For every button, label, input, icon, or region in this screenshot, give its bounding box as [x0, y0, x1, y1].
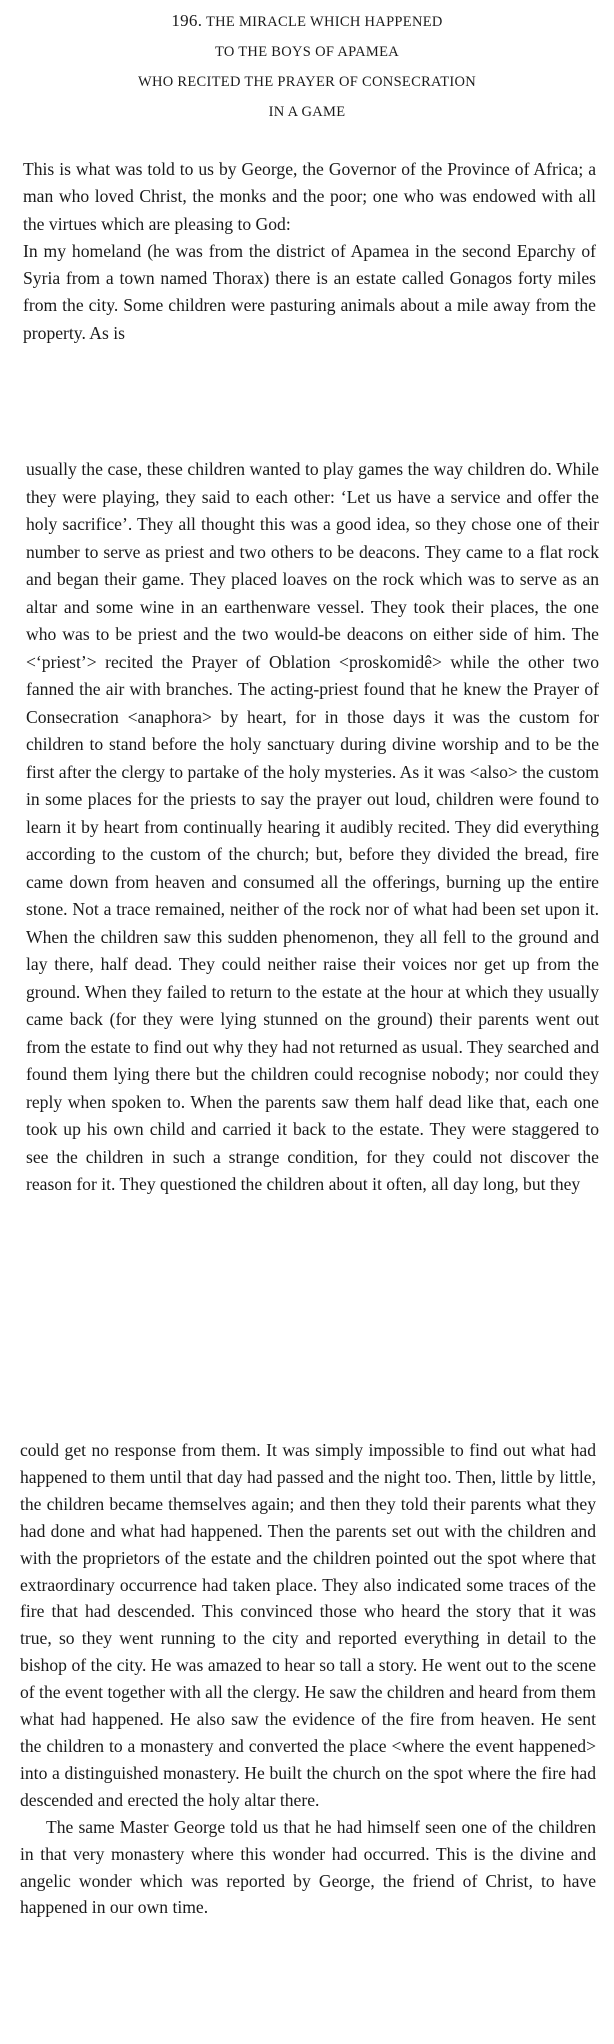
- paragraph-conclusion: The same Master George told us that he had himself seen one of the children in that very monastery where this wonder had occurred. This is the divine and angelic wonder which was reported by George, the friend of Christ, to have happened in our own time.: [20, 1816, 596, 1918]
- heading-line-1: [0, 6, 614, 37]
- heading-line-2: TO THE BOYS OF APAMEA: [214, 44, 400, 60]
- paragraph-intro: This is what was told to us by George, the Governor of the Province of Africa; a man who loved Christ, the monks and the poor; one who was endowed with all the virtues which are pleasing to God:: [23, 159, 596, 234]
- chapter-heading: [0, 6, 614, 127]
- paragraph-game: usually the case, these children wanted to play games the way children do. While they were playing, they said to each other: ‘Let us have a service and offer the holy sacrifice’. They all thought this was a good idea, so they chose one of their number to serve as priest and two others to be deacons. They came to a flat rock and began their game. They placed loaves on the rock which was to serve as an altar and some wine in an earthenware vessel. They took their places, the one who was to be priest and the two would-be deacons on either side of him. The <‘priest’> recited the Prayer of Oblation <proskomidê> while the other two fanned the air with branches. The acting-priest found that he knew the Prayer of Consecration <anaphora> by heart, for in those days it was the custom for children to stand before the holy sanctuary during divine worship and to be the first after the clergy to partake of the holy mysteries. As it was <also> the custom in some places for the priests to say the prayer out loud, children were found to learn it by heart from continually hearing it audibly recited. They did everything according to the custom of the church; but, before they divided the bread, fire came down from heaven and consumed all the offerings, burning up the entire stone. Not a trace remained, neither of the rock nor of what had been set upon it. When the children saw this sudden phenomenon, they all fell to the ground and lay there, half dead. They could neither raise their voices nor get up from the ground. When they failed to return to the estate at the hour at which they usually came back (for they were lying stunned on the ground) their parents went out from the estate to find out why they had not returned as usual. They searched and found them lying there but the children could recognise nobody; nor could they reply when spoken to. When the parents saw them half dead like that, each one took up his own child and carried it back to the estate. They were staggered to see the children in such a strange condition, for they could not discover the reason for it. They questioned the children about it often, all day long, but they: [26, 459, 599, 1194]
- text-block-2: [26, 456, 599, 1199]
- paragraph-aftermath: could get no response from them. It was simply impossible to find out what had happened to them until that day had passed and the night too. Then, little by little, the children became themselves again; and then they told their parents what they had done and what had happened. Then the parents set out with the children and with the proprietors of the estate and the children pointed out the spot where that extraordinary occurrence had taken place. They also indicated some traces of the fire that had descended. This convinced those who heard the story that it was true, so they went running to the city and reported everything in detail to the bishop of the city. He was amazed to hear so tall a story. He went out to the scene of the event together with all the clergy. He saw the children and heard from them what had happened. He also saw the evidence of the fire from heaven. He sent the children to a monastery and converted the place <where the event happened> into a distinguished monastery. He built the church on the spot where the fire had descended and erected the holy altar there.: [20, 1440, 596, 1810]
- paragraph-homeland: In my homeland (he was from the district of Apamea in the second Eparchy of Syria from a town named Thorax) there is an estate called Gonagos forty miles from the city. Some children were pasturing animals about a mile away from the property. As is: [23, 240, 596, 343]
- text-block-1: [23, 156, 596, 347]
- heading-line-3: WHO RECITED THE PRAYER OF CONSECRATION: [137, 74, 477, 90]
- text-block-3: [20, 1437, 596, 1921]
- heading-line-4: IN A GAME: [268, 104, 346, 120]
- chapter-number: 196.: [171, 11, 203, 30]
- heading-text-1: THE MIRACLE WHICH HAPPENED: [205, 14, 443, 30]
